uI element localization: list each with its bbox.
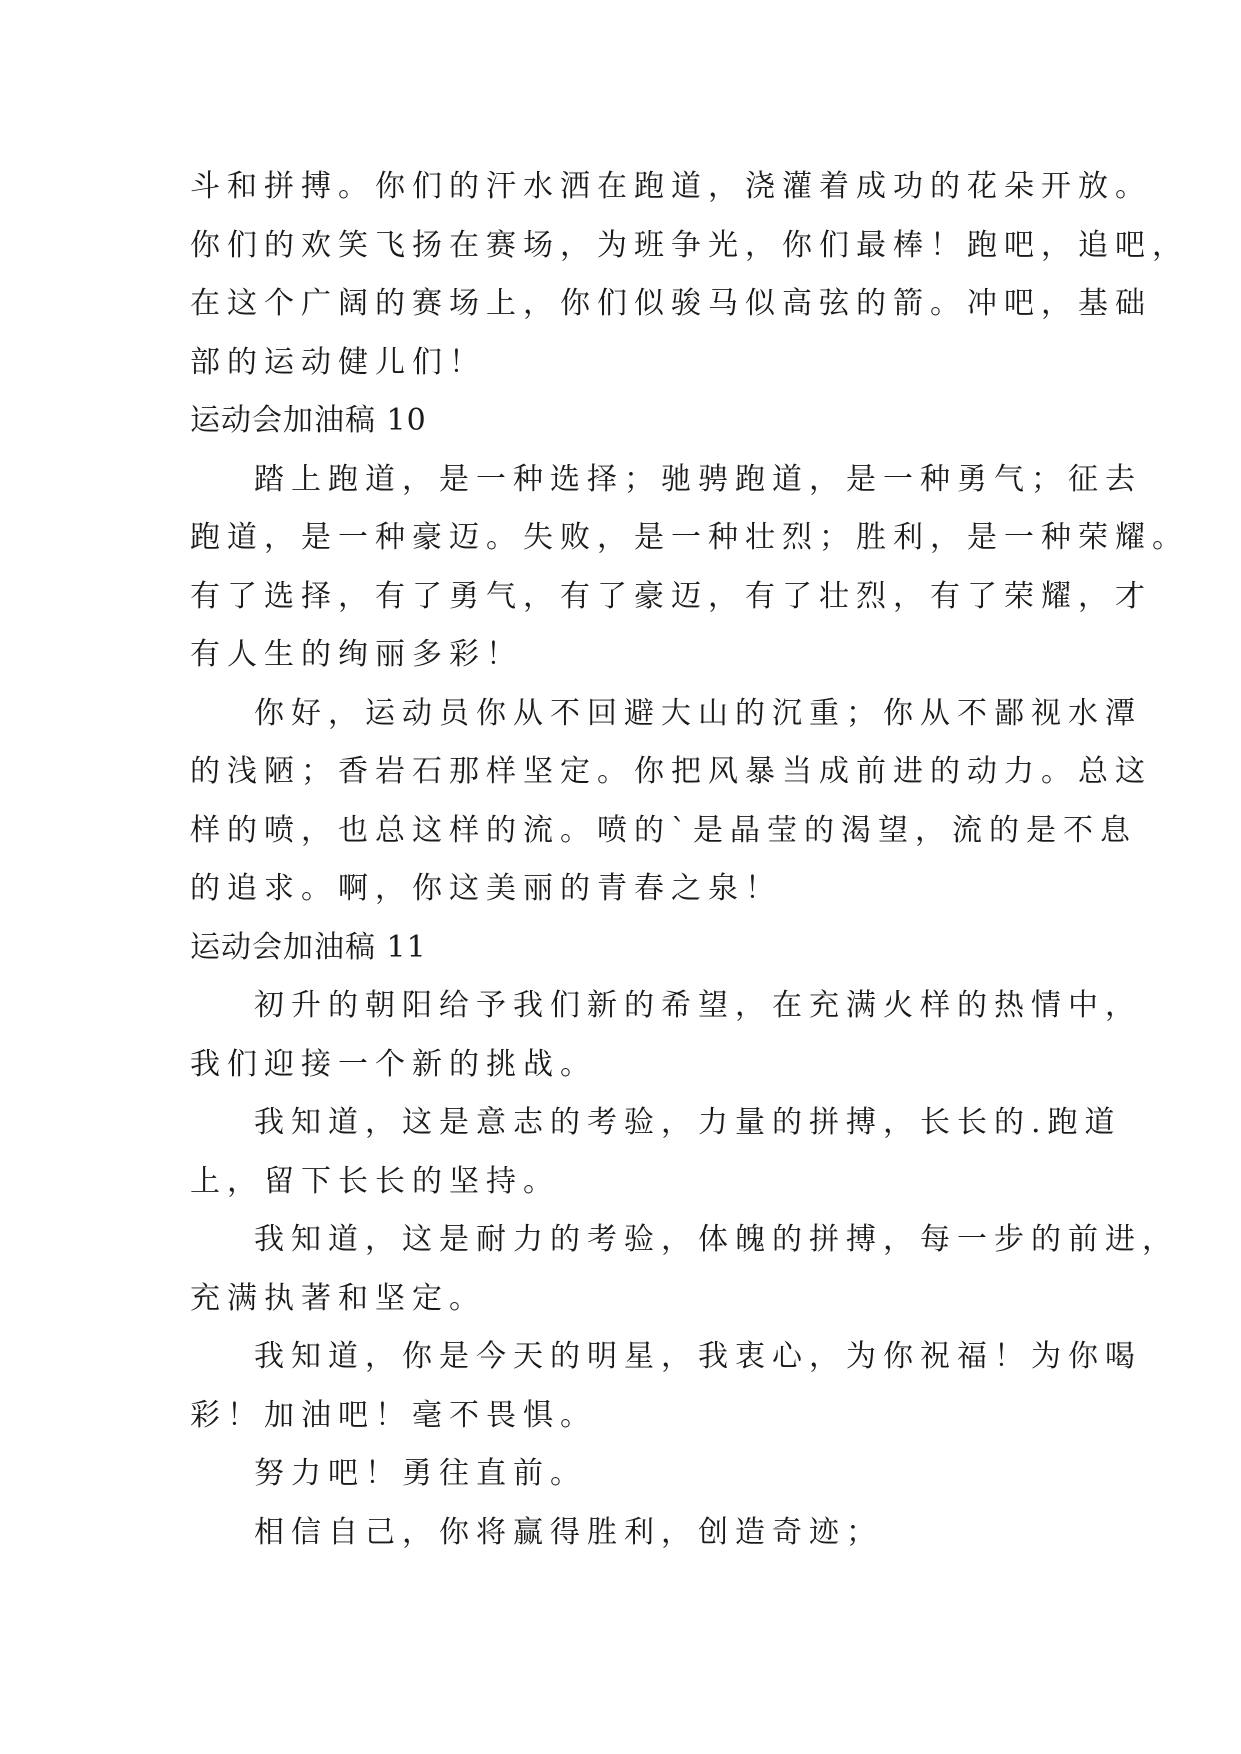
paragraph-line: 初升的朝阳给予我们新的希望，在充满火样的热情中， <box>254 988 1142 1023</box>
paragraph-line: 上，留下长长的坚持。 <box>190 1163 560 1199</box>
paragraph-line: 跑道，是一种豪迈。失败，是一种壮烈；胜利，是一种荣耀。 <box>190 520 1189 555</box>
document-body <box>190 158 1189 1562</box>
paragraph-line: 我知道，你是今天的明星，我衷心，为你祝福！为你喝 <box>254 1339 1142 1374</box>
paragraph-line: 斗和拼搏。你们的汗水洒在跑道，浇灌着成功的花朵开放。 <box>190 169 1152 204</box>
paragraph-line: 有了选择，有了勇气，有了豪迈，有了壮烈，有了荣耀，才 <box>190 578 1152 614</box>
paragraph-line: 我们迎接一个新的挑战。 <box>190 1046 597 1082</box>
paragraph-line: 有人生的绚丽多彩！ <box>190 637 523 672</box>
paragraph-line: 彩！加油吧！毫不畏惧。 <box>190 1397 597 1433</box>
paragraph-line: 在这个广阔的赛场上，你们似骏马似高弦的箭。冲吧，基础 <box>190 286 1152 321</box>
section-heading: 运动会加油稿 11 <box>190 929 427 965</box>
paragraph-line: 努力吧！勇往直前。 <box>254 1456 587 1491</box>
paragraph-line: 的追求。啊，你这美丽的青春之泉！ <box>190 871 782 906</box>
paragraph-line: 充满执著和坚定。 <box>190 1280 486 1316</box>
paragraph-line: 我知道，这是耐力的考验，体魄的拼搏，每一步的前进， <box>254 1222 1179 1257</box>
paragraph-line: 踏上跑道，是一种选择；驰骋跑道，是一种勇气；征去 <box>254 461 1142 497</box>
paragraph-line: 我知道，这是意志的考验，力量的拼搏，长长的.跑道 <box>254 1105 1122 1140</box>
paragraph-line: 部的运动健儿们！ <box>190 344 486 380</box>
paragraph-line: 你好，运动员你从不回避大山的沉重；你从不鄙视水潭 <box>254 695 1142 731</box>
section-heading: 运动会加油稿 10 <box>190 403 427 438</box>
paragraph-line: 你们的欢笑飞扬在赛场，为班争光，你们最棒！跑吧，追吧， <box>190 227 1189 263</box>
paragraph-line: 相信自己，你将赢得胜利，创造奇迹； <box>254 1514 883 1550</box>
paragraph-line: 的浅陋；香岩石那样坚定。你把风暴当成前进的动力。总这 <box>190 754 1152 789</box>
paragraph-line: 样的喷，也总这样的流。喷的`是晶莹的渴望，流的是不息 <box>190 812 1137 848</box>
